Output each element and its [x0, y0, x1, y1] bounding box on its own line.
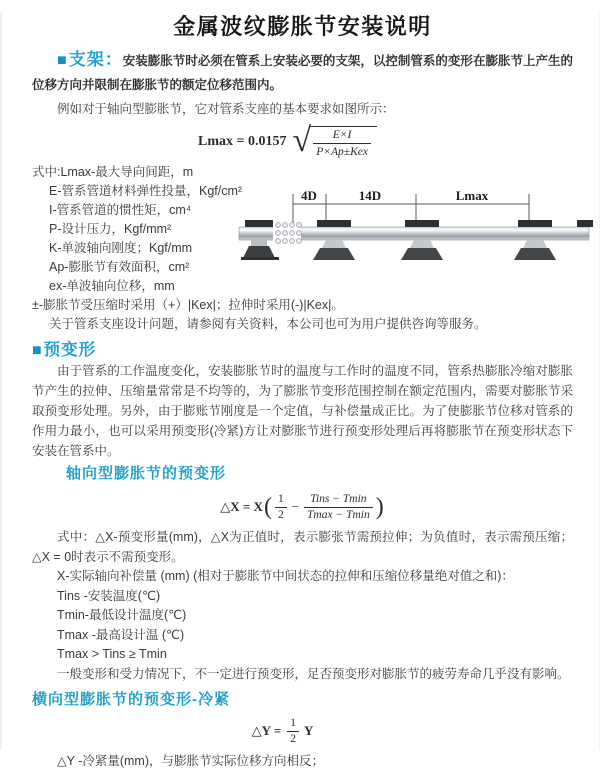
axial-predeform-formula	[32, 490, 573, 524]
support-section-heading	[57, 50, 123, 69]
fraction-denominator: 2	[287, 731, 299, 746]
axial-line: 式中：△X-预变形量(mm)，△X为正值时，表示膨张节需预拉伸；为负值时，表示需预压缩；△X = 0时表示不需预变形。	[32, 530, 573, 564]
axial-subsection-heading: 轴向型膨胀节的预变形	[66, 465, 227, 482]
dimension-label-14d: 14D	[358, 188, 382, 203]
dimension-label-4d: 4D	[301, 188, 317, 203]
dimension-label-lmax: Lmax	[455, 188, 489, 203]
definition-line: E-管系管道材料弹性投量，Kgf/cm²	[49, 184, 243, 198]
support-example-line: 例如对于轴向型膨胀节，它对管系支座的基本要求如图所示：	[57, 102, 395, 116]
dy-formula-lhs: △Y =	[251, 723, 282, 738]
open-paren: (	[263, 494, 272, 520]
definition-line: I-管系管道的惯性矩，cm⁴	[49, 203, 192, 217]
support-intro-text: 安装膨胀节时必须在管系上安装必要的支架，以控制管系的变形在膨胀节上产生的位移方向并限制在膨胀节的额定位移范围内。	[32, 54, 573, 92]
support-heading-label: 支架：	[68, 50, 123, 69]
definition-line: Ap-膨胀节有效面积，cm²	[49, 260, 190, 274]
document-page	[0, 12, 600, 768]
radical-icon: √	[292, 121, 312, 159]
fraction-numerator: 1	[277, 492, 284, 505]
axial-definitions-list	[32, 528, 573, 684]
lmax-denominator: P×Ap±Kex	[316, 145, 368, 158]
definition-line: K-单波轴向刚度；Kgf/mm	[49, 241, 193, 255]
fraction-numerator: Tins − Tmin	[310, 492, 367, 505]
axial-line: Tmax -最高设计温 (℃)	[57, 627, 185, 642]
axial-line: X-实际轴向补偿量 (mm) (相对于膨胀节中间状态的拉伸和压缩位移量绝对值之和)：	[57, 569, 514, 583]
lmax-formula	[32, 123, 543, 161]
page-title: 金属波纹膨胀节安装说明	[173, 14, 432, 39]
axial-line: Tmin-最低设计温度(℃)	[57, 608, 187, 622]
fraction-denominator: Tmax − Tmin	[304, 507, 373, 522]
lateral-subsection-heading: 横向型膨胀节的预变形-冷紧	[32, 691, 230, 708]
lateral-note-line: △Y -冷紧量(mm)，与膨胀节实际位移方向相反；	[57, 754, 325, 768]
axial-line: 一般变形和受力情况下，不一定进行预变形，足否预变形对膨胀节的疲劳寿命几乎没有影响。	[57, 666, 570, 681]
predeform-section-heading	[32, 340, 573, 361]
definition-line: ±-膨胀节受压缩时采用（+）|Kex|；拉伸时采用(-)|Kex|。	[32, 298, 344, 312]
axial-line: Tmax > Tins ≥ Tmin	[57, 647, 167, 661]
minus-sign: −	[291, 499, 300, 514]
square-root	[292, 121, 377, 159]
axial-line: Tins -安装温度(℃)	[57, 588, 161, 603]
lateral-coldtight-formula	[32, 716, 533, 746]
lmax-numerator: E×I	[313, 128, 371, 144]
temperature-fraction	[304, 493, 373, 522]
predeform-body-paragraph: 由于管系的工作温度变化，安装膨胀节时的温度与工作时的温度不同，管系热膨胀冷缩对膨胀节产生的拉伸、压缩量常常是不均等的，为了膨胀节变形范围控制在额定范围内，需要对膨胀节采取预变形处理。另外，由于膨账节刚度是一个定值，与补偿量成正比。为了使膨胀节位移对管系的作用力最小，也可以采用预变形(冷紧)方让对膨胀节进行预变形处理后再将膨胀节在预变形状态下安装在管系中。	[32, 364, 573, 458]
one-half-fraction	[287, 717, 299, 746]
definition-line: ex-单波轴向位移，mm	[49, 279, 175, 293]
radicand-fraction	[309, 126, 377, 159]
close-paren: )	[375, 494, 384, 520]
section-marker-icon: ■	[57, 52, 68, 69]
bellows-icon	[273, 223, 301, 244]
dy-formula-rhs: Y	[303, 723, 314, 738]
pipe-support-diagram	[239, 187, 593, 281]
predeform-heading-label: 预变形	[43, 341, 97, 359]
dx-formula-lhs: △X = X	[220, 499, 263, 514]
support-intro-paragraph	[32, 48, 573, 97]
section-marker-icon: ■	[32, 342, 43, 359]
pipe-end-clamp	[577, 220, 593, 227]
definition-line: P-设计压力，Kgf/mm²	[49, 222, 172, 236]
definition-line: 式中:Lmax-最大导向间距，m	[32, 165, 194, 179]
definitions-and-diagram	[32, 163, 573, 334]
definition-line: 关于管系支座设计问题，请参阅有关资料，本公司也可为用户提供咨询等服务。	[49, 317, 487, 331]
fraction-denominator: 2	[275, 507, 287, 522]
one-half-fraction	[275, 493, 287, 522]
fraction-numerator: 1	[290, 716, 296, 729]
lmax-formula-lhs: Lmax = 0.0157	[198, 134, 287, 149]
